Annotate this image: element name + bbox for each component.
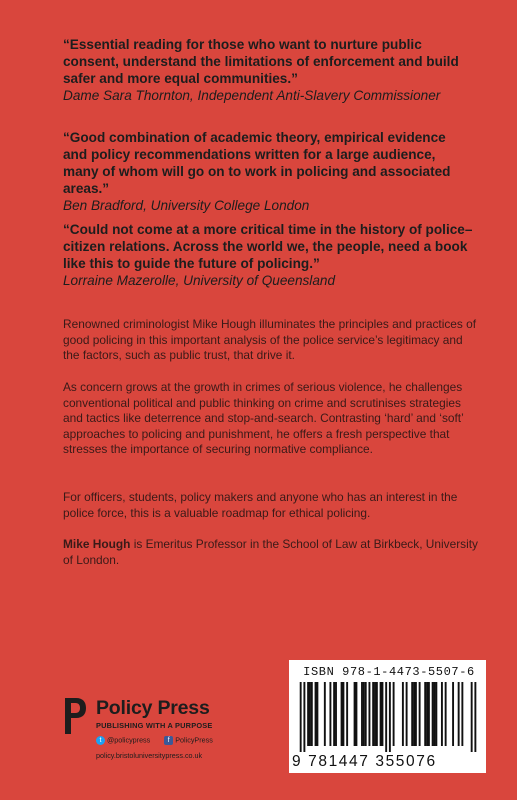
barcode-bar xyxy=(419,682,421,746)
facebook-icon: f xyxy=(164,736,173,745)
barcode-digits: 9 781447 355076 xyxy=(292,753,437,770)
endorsement-quote xyxy=(63,36,473,104)
barcode-bar xyxy=(341,682,343,746)
description-paragraph: Renowned criminologist Mike Hough illuminates the principles and practices of good policing in this important analysis of the police service’s legitimacy and the factors, such as public trust, that drive it. xyxy=(63,317,477,363)
barcode-bar xyxy=(300,682,302,752)
twitter-handle: @policypress xyxy=(107,735,151,745)
quote-author: Ben Bradford, University College London xyxy=(63,198,310,213)
barcode-bar xyxy=(402,682,404,746)
barcode-bar xyxy=(415,682,417,746)
barcode-bar xyxy=(428,682,430,746)
barcode-bar xyxy=(461,682,463,746)
barcode-bar xyxy=(361,682,363,746)
barcode-bar xyxy=(441,682,443,746)
barcode-bar xyxy=(406,682,408,746)
twitter-icon: t xyxy=(96,736,105,745)
quote-text: “Good combination of academic theory, empirical evidence and policy recommendations written for a large audience, many of whom will go on to work in policing and associated areas.” xyxy=(63,130,451,196)
barcode-bar xyxy=(432,682,434,746)
quote-text: “Essential reading for those who want to nurture public consent, understand the limitations of enforcement and build safer and more equal communities.” xyxy=(63,37,459,86)
barcode-bar xyxy=(368,682,370,746)
endorsement-quote xyxy=(63,129,473,214)
barcode-bar xyxy=(413,682,415,746)
barcode-bar xyxy=(434,682,436,746)
barcode-bar xyxy=(316,682,318,746)
isbn-barcode xyxy=(289,660,486,773)
barcode-bar xyxy=(303,682,305,752)
publisher-website: policy.bristoluniversitypress.co.uk xyxy=(96,751,203,760)
barcode-bar xyxy=(426,682,428,746)
quote-author: Dame Sara Thornton, Independent Anti-Slavery Commissioner xyxy=(63,88,441,103)
barcode-bar xyxy=(424,682,426,746)
barcode-bar xyxy=(309,682,311,746)
barcode-bar xyxy=(329,682,331,746)
publisher-tagline: PUBLISHING WITH A PURPOSE xyxy=(96,721,213,730)
publisher-logo xyxy=(63,693,263,783)
barcode-bar xyxy=(411,682,413,746)
barcode-bars xyxy=(296,682,480,752)
barcode-bar xyxy=(376,682,378,746)
publisher-name: Policy Press xyxy=(96,697,210,719)
barcode-bar xyxy=(381,682,383,746)
author-bio xyxy=(63,537,481,568)
barcode-bar xyxy=(335,682,337,746)
barcode-bar xyxy=(354,682,356,746)
barcode-bar xyxy=(311,682,313,746)
barcode-bar xyxy=(471,682,473,752)
facebook-handle: PolicyPress xyxy=(175,735,213,745)
barcode-bar xyxy=(474,682,476,752)
barcode-bar xyxy=(346,682,348,746)
barcode-bar xyxy=(315,682,317,746)
barcode-bar xyxy=(363,682,365,746)
barcode-bar xyxy=(435,682,437,746)
barcode-bar xyxy=(389,682,391,752)
publisher-social xyxy=(96,735,213,745)
isbn-label: ISBN 978-1-4473-5507-6 xyxy=(303,665,475,679)
barcode-bar xyxy=(355,682,357,746)
quote-text: “Could not come at a more critical time in the history of police–citizen relations. Across the world we, the people, need a book like this to guide the future of policing.” xyxy=(63,222,473,271)
barcode-bar xyxy=(452,682,454,746)
description-paragraph: As concern grows at the growth in crimes of serious violence, he challenges conventional political and public thinking on crime and scrutinises strategies and tactics like deterrence and stop-and-search. Contrasting ‘hard’ and ‘soft’ approaches to policing and punishment, he offers a fresh perspective that stresses the importance of securing normative compliance. xyxy=(63,380,464,457)
barcode-bar xyxy=(458,682,460,746)
endorsement-quote xyxy=(63,221,473,289)
author-name: Mike Hough xyxy=(63,537,131,551)
barcode-bar xyxy=(342,682,344,746)
barcode-bar xyxy=(374,682,376,746)
author-bio-text: is Emeritus Professor in the School of Law at Birkbeck, University of London. xyxy=(63,537,478,567)
barcode-bar xyxy=(365,682,367,746)
description-paragraph: For officers, students, policy makers and anyone who has an interest in the police force, this is a valuable roadmap for ethical policing. xyxy=(63,490,458,520)
barcode-bar xyxy=(380,682,382,746)
barcode-bar xyxy=(445,682,447,746)
policy-press-logo-icon xyxy=(63,696,87,736)
barcode-bar xyxy=(324,682,326,746)
quote-author: Lorraine Mazerolle, University of Queensland xyxy=(63,273,336,288)
barcode-bar xyxy=(385,682,387,752)
barcode-bar xyxy=(333,682,335,746)
barcode-bar xyxy=(393,682,395,746)
barcode-bar xyxy=(307,682,309,746)
barcode-bar xyxy=(372,682,374,746)
